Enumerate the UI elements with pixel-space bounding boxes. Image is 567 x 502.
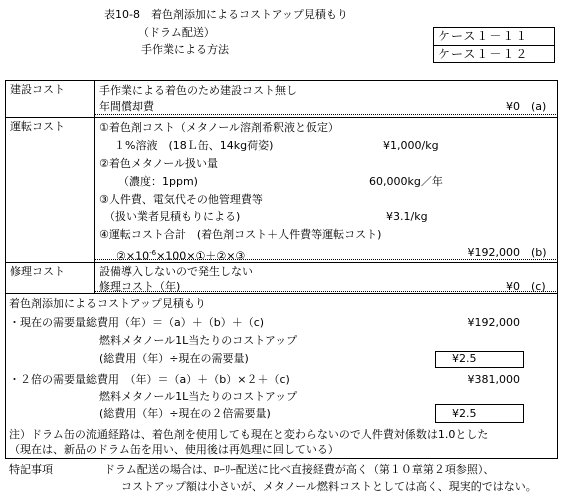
current-unit-label: 燃料メタノール1L当たりのコストアップ (99, 334, 298, 347)
repair-line1: 設備導入しないので発生しない (99, 265, 253, 278)
note-line2: （現在は、新品のドラム缶を用い、使用後は再処理に回している） (9, 443, 339, 456)
formula-part2: ×100×①＋②×③ (156, 249, 246, 263)
repair-line2: 修理コスト（年) (99, 280, 181, 293)
formula-part1: ②×10 (116, 249, 150, 263)
op-item3-value: ¥3.1/kg (386, 210, 428, 223)
double-unit-value: ¥2.5 (452, 407, 477, 420)
current-unit-value: ¥2.5 (452, 352, 477, 365)
op-item2-value: 60,000kg／年 (369, 175, 443, 188)
construction-value: ¥0 (506, 100, 520, 113)
double-unit-label: 燃料メタノール1L当たりのコストアップ (99, 390, 298, 403)
construction-tag: (a) (531, 100, 547, 113)
formula-exponent: -6 (149, 249, 157, 257)
construction-line1: 手作業による着色のため建設コスト無し (99, 84, 297, 97)
row-divider-operation (5, 262, 558, 263)
operation-label: 運転コスト (10, 120, 65, 133)
op-item1-value: ¥1,000/kg (383, 139, 439, 152)
estimate-title: 着色剤添加によるコストアップ見積もり (9, 297, 206, 310)
op-item2-title: ②着色メタノール扱い量 (99, 157, 218, 170)
case-divider (433, 45, 555, 46)
repair-value: ¥0 (506, 280, 520, 293)
op-item2-desc: （濃度：1ppm) (118, 175, 198, 188)
remarks-label: 特記事項 (9, 463, 53, 476)
op-item1-desc: １%溶液 (18Ｌ缶、14kg荷姿) (114, 139, 274, 152)
repair-tag: (c) (531, 280, 546, 293)
op-item3-title: ③人件費、電気代その他管理費等 (99, 193, 263, 206)
op-item1-title: ①着色剤コスト（メタノール溶剤希釈液と仮定） (99, 121, 339, 134)
op-item3-desc: （扱い業者見積もりによる) (104, 210, 241, 223)
table-method: 手作業による方法 (141, 43, 229, 56)
op-item4-title: ④運転コスト合計 (着色剤コスト＋人件費等運転コスト) (99, 228, 382, 241)
op-item4-formula (116, 246, 245, 264)
double-unit-box (435, 404, 524, 423)
table-title: 表10-8 着色剤添加によるコストアップ見積もり (104, 8, 348, 21)
repair-label: 修理コスト (10, 265, 65, 278)
current-total-label: ・現在の需要量総費用（年）＝（a）＋（b）＋（c) (9, 316, 265, 329)
op-item4-tag: (b) (531, 246, 547, 259)
construction-line2: 年間償却費 (99, 100, 154, 113)
case-label-1: ケース１－１１ (438, 29, 529, 43)
double-total-label: ・２倍の需要量総費用 （年）＝（a）＋（b）×２＋（c) (9, 373, 290, 386)
remarks-line2: コストアップ額は小さいが、メタノール燃料コストとしては高く、現実的ではない。 (121, 480, 537, 493)
current-unit-box (435, 351, 524, 368)
remarks-line1: ドラム配送の場合は、ﾛｰﾘｰ配送に比べ直接経費が高く（第１０章第２項参照）、 (104, 463, 495, 476)
double-unit-formula: (総費用（年）÷現在の２倍需要量) (99, 407, 271, 420)
double-total-value: ¥381,000 (467, 373, 520, 386)
current-unit-formula: (総費用（年）÷現在の需要量) (99, 352, 249, 365)
construction-dotted-rule (95, 114, 558, 115)
note-line1: 注）ドラム缶の流通経路は、着色剤を使用しても現在と変わらないので人件費対係数は1.0とした (9, 428, 489, 441)
construction-label: 建設コスト (10, 83, 65, 96)
current-total-value: ¥192,000 (467, 316, 520, 329)
op-item4-value: ¥192,000 (467, 246, 520, 259)
row-divider-construction (5, 117, 558, 118)
case-label-2: ケース１－１２ (438, 47, 529, 61)
table-subtitle: （ドラム配送） (138, 26, 215, 39)
